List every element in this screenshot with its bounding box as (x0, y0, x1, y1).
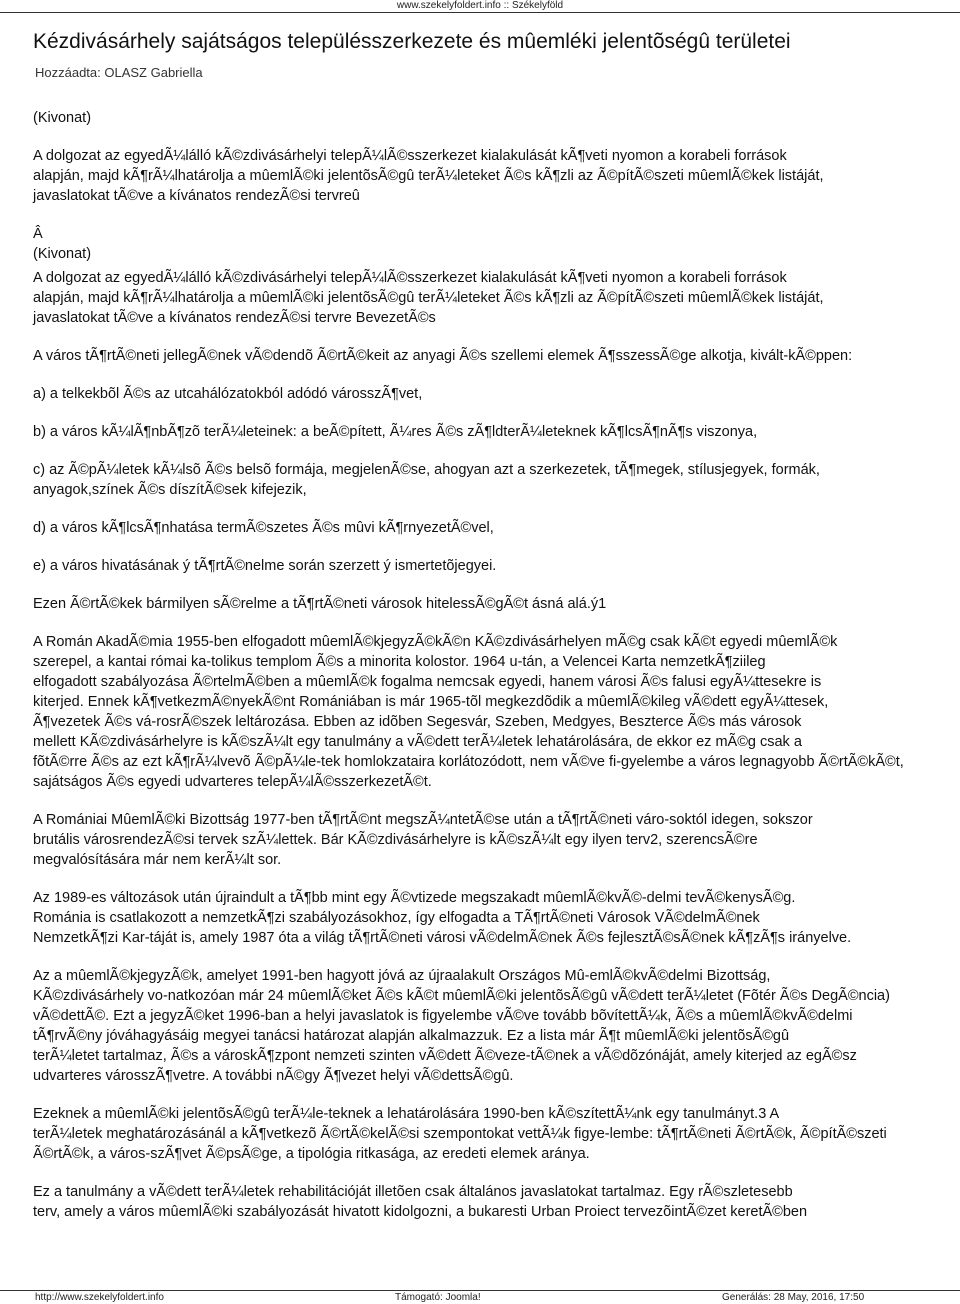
article-paragraph (33, 108, 960, 128)
article-paragraph (33, 888, 960, 948)
article-paragraph (33, 346, 960, 366)
paragraph-line: A dolgozat az egyedÃ¼lálló kÃ©zdivásárhelyi telepÃ¼lÃ©sszerkezet kialakulását kÃ¶veti nyomon a korabeli források (33, 270, 787, 286)
paragraph-line: A dolgozat az egyedÃ¼lálló kÃ©zdivásárhelyi telepÃ¼lÃ©sszerkezet kialakulását kÃ¶veti nyomon a korabeli források (33, 148, 787, 164)
paragraph-line: brutális városrendezÃ©si tervek szÃ¼lettek. Bár KÃ©zdivásárhelyre is kÃ©szÃ¼lt egy ilyen terv2, szerencsÃ©re (33, 832, 758, 848)
paragraph-line: Â (33, 226, 43, 242)
page-footer (0, 1290, 960, 1304)
site-header (0, 0, 960, 13)
paragraph-line: a) a telkekbõl Ã©s az utcahálózatokból adódó városszÃ¶vet, (33, 386, 423, 402)
paragraph-line: javaslatokat tÃ©ve a kívánatos rendezÃ©si tervreû (33, 188, 360, 204)
paragraph-line: Ã¶vezetek Ã©s vá-rosrÃ©szek leltározása. Ebben az idõben Segesvár, Szeben, Medgyes, Beszterce Ã©s más városok (33, 714, 802, 730)
paragraph-line: e) a város hivatásának ý tÃ¶rtÃ©nelme során szerzett ý ismertetõjegyei. (33, 558, 497, 574)
paragraph-line: vÃ©dettÃ©. Ezt a jegyzÃ©ket 1996-ban a helyi javaslatok is figyelembe vÃ©ve tovább bõvítettÃ¼k, Ã©s a mûemlÃ©kvÃ©delmi (33, 1008, 853, 1024)
paragraph-line: b) a város kÃ¼lÃ¶nbÃ¶zõ terÃ¼leteinek: a beÃ©pített, Ã¼res Ã©s zÃ¶ldterÃ¼leteknek kÃ¶lcsÃ¶nÃ¶s viszonya, (33, 424, 758, 440)
article-paragraph (33, 146, 960, 206)
paragraph-line: A Romániai MûemlÃ©ki Bizottság 1977-ben tÃ¶rtÃ©nt megszÃ¼ntetÃ©se után a tÃ¶rtÃ©neti váro-soktól idegen, sokszor (33, 812, 813, 828)
article-paragraph (33, 384, 960, 404)
paragraph-line: sajátságos Ã©s egyedi udvarteres telepÃ¼lÃ©sszerkezetÃ©t. (33, 774, 432, 790)
article-body (33, 108, 960, 1240)
paragraph-line: elfogadott szabályozása Ã©rtelmÃ©ben a mûemlÃ©k fogalma nemcsak egyedi, hanem városi Ã©s falusi egyÃ¼ttesekre is (33, 674, 822, 690)
paragraph-line: fõtÃ©rre Ã©s az ezt kÃ¶rÃ¼lvevõ Ã©pÃ¼le-tek homlokzataira korlátozódott, nem vÃ©ve fi-gyelembe a város legnagyobb Ã©rtÃ©kÃ©t, (33, 754, 904, 770)
paragraph-line: A város tÃ¶rtÃ©neti jellegÃ©nek vÃ©dendõ Ã©rtÃ©keit az anyagi Ã©s szellemi elemek Ã¶sszessÃ©ge alkotja, kivált-kÃ©ppen: (33, 348, 853, 364)
paragraph-line: A Román AkadÃ©mia 1955-ben elfogadott mûemlÃ©kjegyzÃ©kÃ©n KÃ©zdivásárhelyen mÃ©g csak kÃ©t egyedi mûemlÃ©k (33, 634, 838, 650)
footer-url[interactable]: http://www.szekelyfoldert.info (35, 1292, 164, 1303)
article-paragraph (33, 810, 960, 870)
article-paragraph (33, 460, 960, 500)
paragraph-line: javaslatokat tÃ©ve a kívánatos rendezÃ©si tervre BevezetÃ©s (33, 310, 436, 326)
paragraph-line: Ezeknek a mûemlÃ©ki jelentõsÃ©gû terÃ¼le-teknek a lehatárolására 1990-ben kÃ©szítettÃ¼nk egy tanulmányt.3 A (33, 1106, 780, 1122)
paragraph-line: NemzetkÃ¶zi Kar-táját is, amely 1987 óta a világ tÃ¶rtÃ©neti városi vÃ©delmÃ©nek Ã©s fejlesztÃ©sÃ©nek kÃ¶zÃ¶s irányelve. (33, 930, 852, 946)
article-paragraph (33, 268, 960, 328)
paragraph-line: (Kivonat) (33, 246, 92, 262)
article-paragraph (33, 422, 960, 442)
paragraph-line: KÃ©zdivásárhely vo-natkozóan már 24 mûemlÃ©ket Ã©s kÃ©t mûemlÃ©ki jelentõsÃ©gû vÃ©dett terÃ¼letet (Fõtér Ã©s DegÃ©ncia) (33, 988, 890, 1004)
footer-support: Támogató: Joomla! (395, 1292, 481, 1303)
article-paragraph (33, 1182, 960, 1222)
paragraph-line: anyagok,színek Ã©s díszítÃ©sek kifejezik, (33, 482, 307, 498)
paragraph-line: (Kivonat) (33, 110, 92, 126)
paragraph-line: Az a mûemlÃ©kjegyzÃ©k, amelyet 1991-ben hagyott jóvá az újraalakult Országos Mû-emlÃ©kvÃ©delmi Bizottság, (33, 968, 771, 984)
article-paragraph (33, 518, 960, 538)
paragraph-line: mellett KÃ©zdivásárhelyre is kÃ©szÃ¼lt egy tanulmány a vÃ©dett terÃ¼letek lehatárolására, de ekkor ez mÃ©g csak a (33, 734, 802, 750)
paragraph-line: szerepel, a kantai római ka-tolikus templom Ã©s a minorita kolostor. 1964 u-tán, a Velencei Karta nemzetkÃ¶ziileg (33, 654, 766, 670)
paragraph-line: d) a város kÃ¶lcsÃ¶nhatása termÃ©szetes Ã©s mûvi kÃ¶rnyezetÃ©vel, (33, 520, 494, 536)
article-paragraph (33, 594, 960, 614)
article-paragraph (33, 1104, 960, 1164)
site-header-text: www.szekelyfoldert.info :: Székelyföld (396, 0, 564, 11)
footer-generated: Generálás: 28 May, 2016, 17:50 (722, 1292, 865, 1303)
paragraph-line: Románia is csatlakozott a nemzetkÃ¶zi szabályozásokhoz, így elfogadta a TÃ¶rtÃ©neti Városok VÃ©delmÃ©nek (33, 910, 760, 926)
paragraph-line: tÃ¶rvÃ©ny jóváhagyásáig megyei tanácsi határozat alapján alkalmazzuk. Ez a lista már Ã¶t mûemlÃ©ki jelentõsÃ©gû (33, 1028, 790, 1044)
paragraph-line: Ezen Ã©rtÃ©kek bármilyen sÃ©relme a tÃ¶rtÃ©neti városok hitelessÃ©gÃ©t ásná alá.ý1 (33, 596, 607, 612)
paragraph-line: alapján, majd kÃ¶rÃ¼lhatárolja a mûemlÃ©ki jelentõsÃ©gû terÃ¼leteket Ã©s kÃ¶zli az Ã©pítÃ©szeti mûemlÃ©kek listáját, (33, 168, 824, 184)
paragraph-line: Az 1989-es változások után újraindult a tÃ¶bb mint egy Ã©vtizede megszakadt mûemlÃ©kvÃ©-delmi tevÃ©kenysÃ©g. (33, 890, 796, 906)
article-paragraph (33, 224, 960, 264)
article-paragraph (33, 632, 960, 792)
paragraph-line: Ã©rtÃ©k, a város-szÃ¶vet Ã©psÃ©ge, a tipológia ritkasága, az eredeti elemek aránya. (33, 1146, 590, 1162)
article-title: Kézdivásárhely sajátságos településszerkezete és mûemléki jelentõségû területei (33, 30, 791, 53)
article-paragraph (33, 556, 960, 576)
paragraph-line: udvarteres városszÃ¶vetre. A további nÃ©gy Ã¶vezet helyi vÃ©dettsÃ©gû. (33, 1068, 514, 1084)
paragraph-line: terÃ¼letet tartalmaz, Ã©s a városkÃ¶zpont nemzeti szinten vÃ©dett Ã©veze-tÃ©nek a vÃ©dõzónáját, amely kiterjed az egÃ©sz (33, 1048, 857, 1064)
paragraph-line: terÃ¼letek meghatározásánál a kÃ¶vetkezõ Ã©rtÃ©kelÃ©si szempontokat vettÃ¼k figye-lembe: tÃ¶rtÃ©neti Ã©rtÃ©k, Ã©pítÃ©szeti (33, 1126, 887, 1142)
paragraph-line: megvalósítására már nem kerÃ¼lt sor. (33, 852, 282, 868)
paragraph-line: terv, amely a város mûemlÃ©ki szabályozását hivatott kidolgozni, a bukaresti Urban Proiect tervezõintÃ©zet keretÃ©ben (33, 1204, 808, 1220)
paragraph-line: kiterjed. Ennek kÃ¶vetkezmÃ©nyekÃ©nt Romániában is már 1965-tõl megkezdõdik a mûemlÃ©kileg vÃ©dett egyÃ¼ttesek, (33, 694, 829, 710)
paragraph-line: alapján, majd kÃ¶rÃ¼lhatárolja a mûemlÃ©ki jelentõsÃ©gû terÃ¼leteket Ã©s kÃ¶zli az Ã©pítÃ©szeti mûemlÃ©kek listáját, (33, 290, 824, 306)
paragraph-line: c) az Ã©pÃ¼letek kÃ¼lsõ Ã©s belsõ formája, megjelenÃ©se, ahogyan azt a szerkezetek, tÃ¶megek, stílusjegyek, formák, (33, 462, 820, 478)
article-paragraph (33, 966, 960, 1086)
article-author: Hozzáadta: OLASZ Gabriella (35, 65, 203, 80)
paragraph-line: Ez a tanulmány a vÃ©dett terÃ¼letek rehabilitációját illetõen csak általános javaslatokat tartalmaz. Egy rÃ©szletesebb (33, 1184, 793, 1200)
